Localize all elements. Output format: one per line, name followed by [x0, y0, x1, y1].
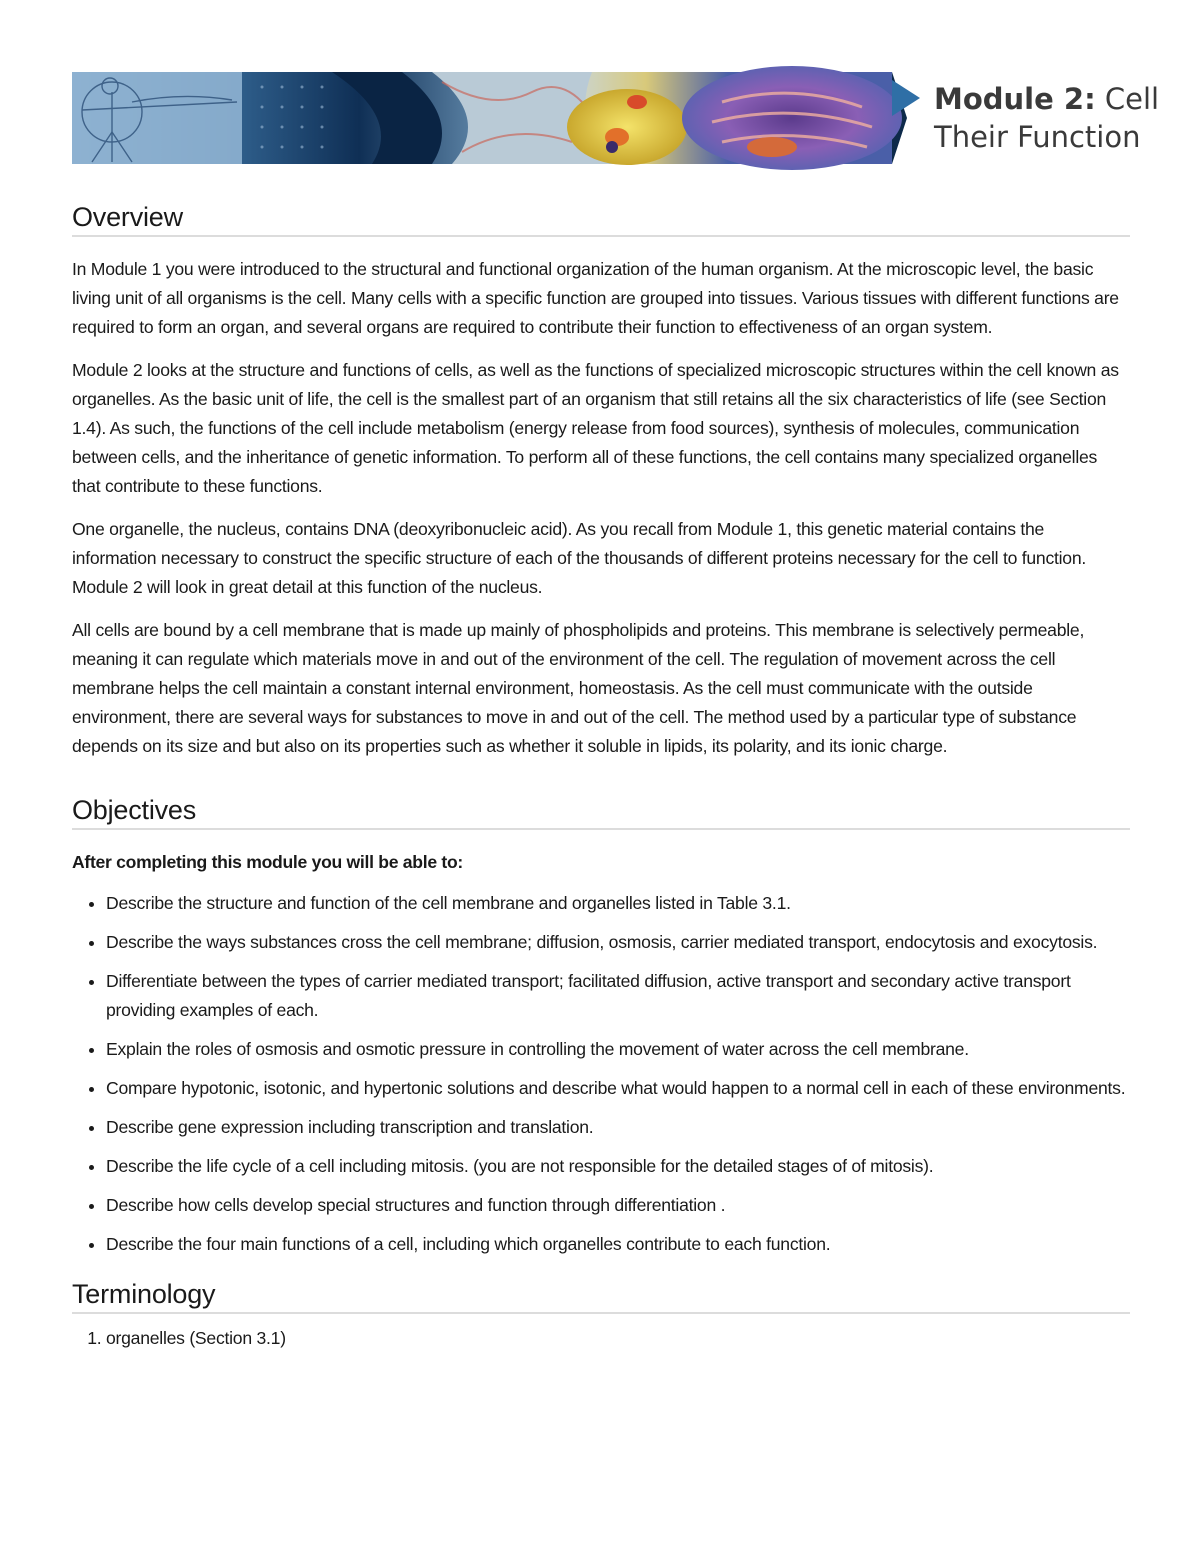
overview-paragraph-2: Module 2 looks at the structure and functions of cells, as well as the functions of specialized microscopic structures within the cell known as organelles. As the basic unit of life, the cell is the smallest part of an organism that still retains all the six characteristics of life (see Section 1.4). As such, the functions of the cell include metabolism (energy release from food sources), synthesis of molecules, communication between cells, and the inheritance of genetic information. To perform all of these functions, the cell contains many specialized organelles that contribute to these functions.: [72, 360, 1119, 496]
overview-heading: Overview: [72, 202, 1130, 237]
banner-title-rest: Cell: [1095, 82, 1160, 116]
terminology-heading: Terminology: [72, 1279, 1130, 1314]
objectives-lead: After completing this module you will be able to:: [72, 852, 463, 872]
terminology-item: 1. organelles (Section 3.1): [106, 1324, 1130, 1353]
document-page: [72, 72, 1160, 1353]
overview-paragraph-4: All cells are bound by a cell membrane that is made up mainly of phospholipids and proteins. This membrane is selectively permeable, meaning it can regulate which materials move in and out of the environment of the cell. The regulation of movement across the cell membrane helps the cell maintain a constant internal environment, homeostasis. As the cell must communicate with the outside environment, there are several ways for substances to move in and out of the cell. The method used by a particular type of substance depends on its size and but also on its properties such as whether it soluble in lipids, its polarity, and its ionic charge.: [72, 620, 1085, 756]
objective-item: • Describe the life cycle of a cell including mitosis. (you are not responsible for the detailed stages of of mitosis).: [106, 1152, 1130, 1181]
objective-item: • Describe the structure and function of the cell membrane and organelles listed in Table 3.1.: [106, 889, 1130, 918]
objective-item: • Explain the roles of osmosis and osmotic pressure in controlling the movement of water across the cell membrane.: [106, 1035, 1130, 1064]
objective-item: • Differentiate between the types of carrier mediated transport; facilitated diffusion, active transport and secondary active transport providing examples of each.: [106, 967, 1130, 1025]
banner-title-bold: Module 2:: [934, 82, 1096, 116]
overview-paragraph-3: One organelle, the nucleus, contains DNA (deoxyribonucleic acid). As you recall from Module 1, this genetic material contains the information necessary to construct the specific structure of each of the thousands of different proteins necessary for the cell to function. Module 2 will look in great detail at this function of the nucleus.: [72, 519, 1087, 597]
objectives-heading: Objectives: [72, 795, 1130, 830]
objective-item: • Describe gene expression including transcription and translation.: [106, 1113, 1130, 1142]
overview-paragraph-1: In Module 1 you were introduced to the structural and functional organization of the human organism. At the microscopic level, the basic living unit of all organisms is the cell. Many cells with a specific function are grouped into tissues. Various tissues with different functions are required to form an organ, and several organs are required to contribute their function to effectiveness of an organ system.: [72, 259, 1119, 337]
objective-item: • Describe the ways substances cross the cell membrane; diffusion, osmosis, carrier mediated transport, endocytosis and exocytosis.: [106, 928, 1130, 957]
objective-item: • Describe the four main functions of a cell, including which organelles contribute to each function.: [106, 1230, 1130, 1259]
banner-title-line2: Their Function: [934, 120, 1141, 154]
banner-title: [934, 80, 1159, 156]
objective-item: • Describe how cells develop special structures and function through differentiation .: [106, 1191, 1130, 1220]
objectives-list: [72, 889, 1130, 1259]
terminology-list: [72, 1324, 1130, 1353]
module-banner: [72, 72, 1160, 164]
objective-item: • Compare hypotonic, isotonic, and hypertonic solutions and describe what would happen to a normal cell in each of these environments.: [106, 1074, 1130, 1103]
